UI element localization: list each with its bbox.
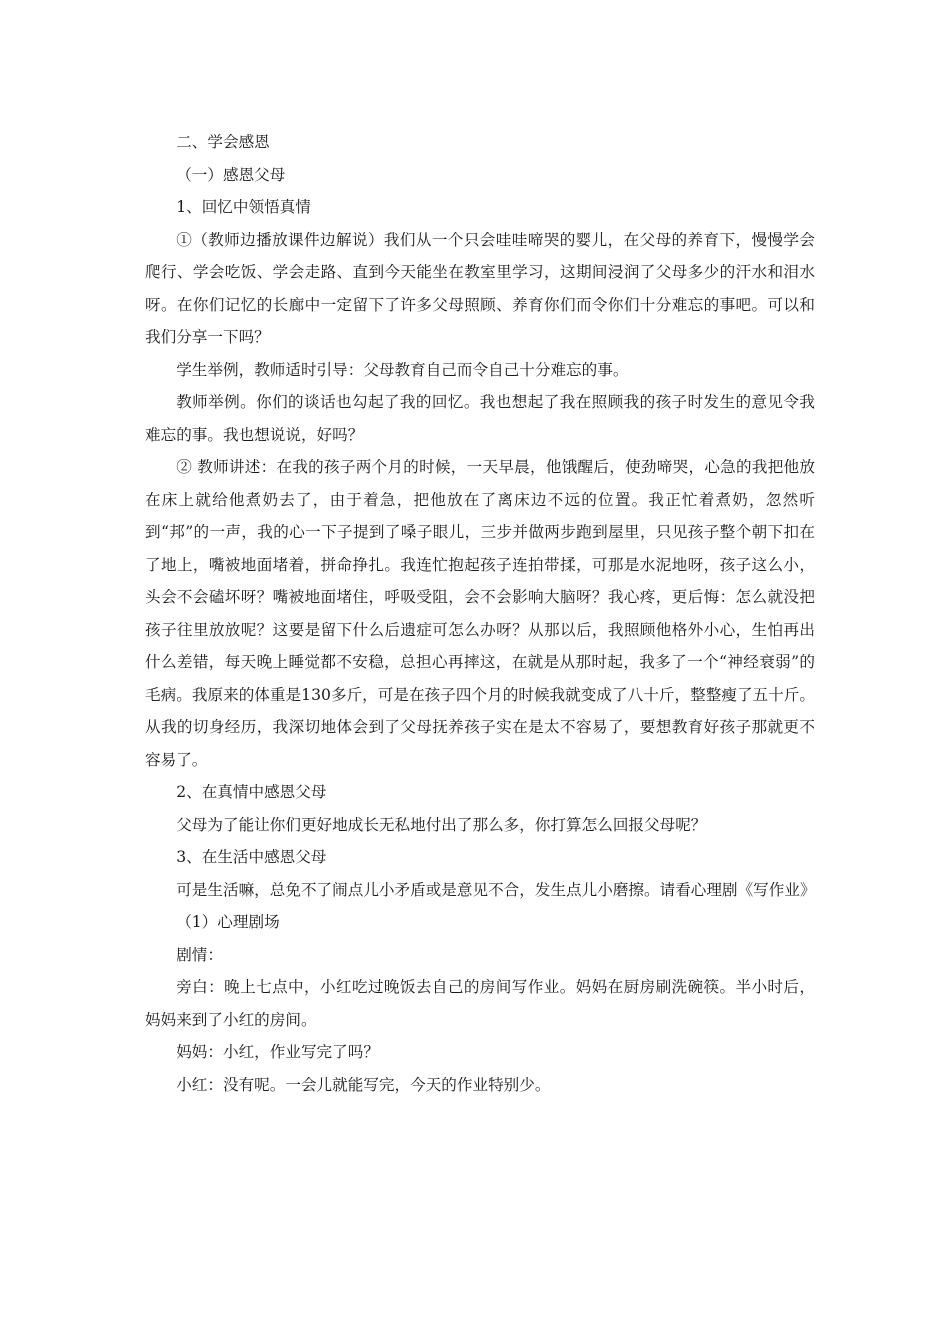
item-heading-2: 2、在真情中感恩父母: [176, 783, 327, 801]
subitem-heading-drama: （1）心理剧场: [176, 913, 280, 931]
item-heading-1: 1、回忆中领悟真情: [176, 198, 311, 216]
paragraph-life-conflicts: 可是生活嘛，总免不了闹点儿小矛盾或是意见不合，发生点儿小磨擦。请看心理剧《写作业》: [176, 880, 816, 899]
paragraph-repay-question: 父母为了能让你们更好地成长无私地付出了那么多，你打算怎么回报父母呢？: [176, 815, 707, 834]
section-heading: 二、学会感恩: [176, 133, 270, 151]
document-page: [145, 126, 815, 1101]
item-heading-3: 3、在生活中感恩父母: [176, 848, 327, 866]
dialogue-mother: 妈妈：小红，作业写完了吗？: [176, 1043, 379, 1061]
paragraph-narration: 旁白：晚上七点中，小红吃过晚饭去自己的房间写作业。妈妈在厨房刷洗碗筷。半小时后，妈妈来到了小红的房间。: [145, 978, 815, 1029]
paragraph-teacher-story: ② 教师讲述：在我的孩子两个月的时候，一天早晨，他饿醒后，使劲啼哭，心急的我把他放在床上就给他煮奶去了，由于着急，把他放在了离床边不远的位置。我正忙着煮奶，忽然听到“邦”的一声，我的心一下子提到了嗓子眼儿，三步并做两步跑到屋里，只见孩子整个朝下扣在了地上，嘴被地面堵着，拼命挣扎。我连忙抱起孩子连拍带揉，可那是水泥地呀，孩子这么小，头会不会磕坏呀？嘴被地面堵住，呼吸受阻，会不会影响大脑呀？我心疼，更后悔：怎么就没把孩子往里放放呢？这要是留下什么后遗症可怎么办呀？从那以后，我照顾他格外小心，生怕再出什么差错，每天晚上睡觉都不安稳，总担心再摔这，在就是从那时起，我多了一个“神经衰弱”的毛病。我原来的体重是130多斤，可是在孩子四个月的时候我就变成了八十斤，整整瘦了五十斤。从我的切身经历，我深切地体会到了父母抚养孩子实在是太不容易了，要想教育好孩子那就更不容易了。: [145, 458, 815, 769]
dialogue-xiaohong: 小红：没有呢。一会儿就能写完，今天的作业特别少。: [176, 1075, 551, 1094]
paragraph-student-examples: 学生举例，教师适时引导：父母教育自己而令自己十分难忘的事。: [176, 360, 629, 379]
paragraph-intro: ①（教师边播放课件边解说）我们从一个只会哇哇啼哭的婴儿，在父母的养育下，慢慢学会爬行、学会吃饭、学会走路、直到今天能坐在教室里学习，这期间浸润了父母多少的汗水和泪水呀。在你们记忆的长廊中一定留下了许多父母照顾、养育你们而令你们十分难忘的事吧。可以和我们分享一下吗？: [145, 230, 815, 346]
subsection-heading: （一）感恩父母: [176, 165, 286, 184]
paragraph-teacher-example: 教师举例。你们的谈话也勾起了我的回忆。我也想起了我在照顾我的孩子时发生的意见令我难忘的事。我也想说说，好吗？: [145, 393, 815, 444]
paragraph-plot-label: 剧情：: [176, 945, 223, 964]
